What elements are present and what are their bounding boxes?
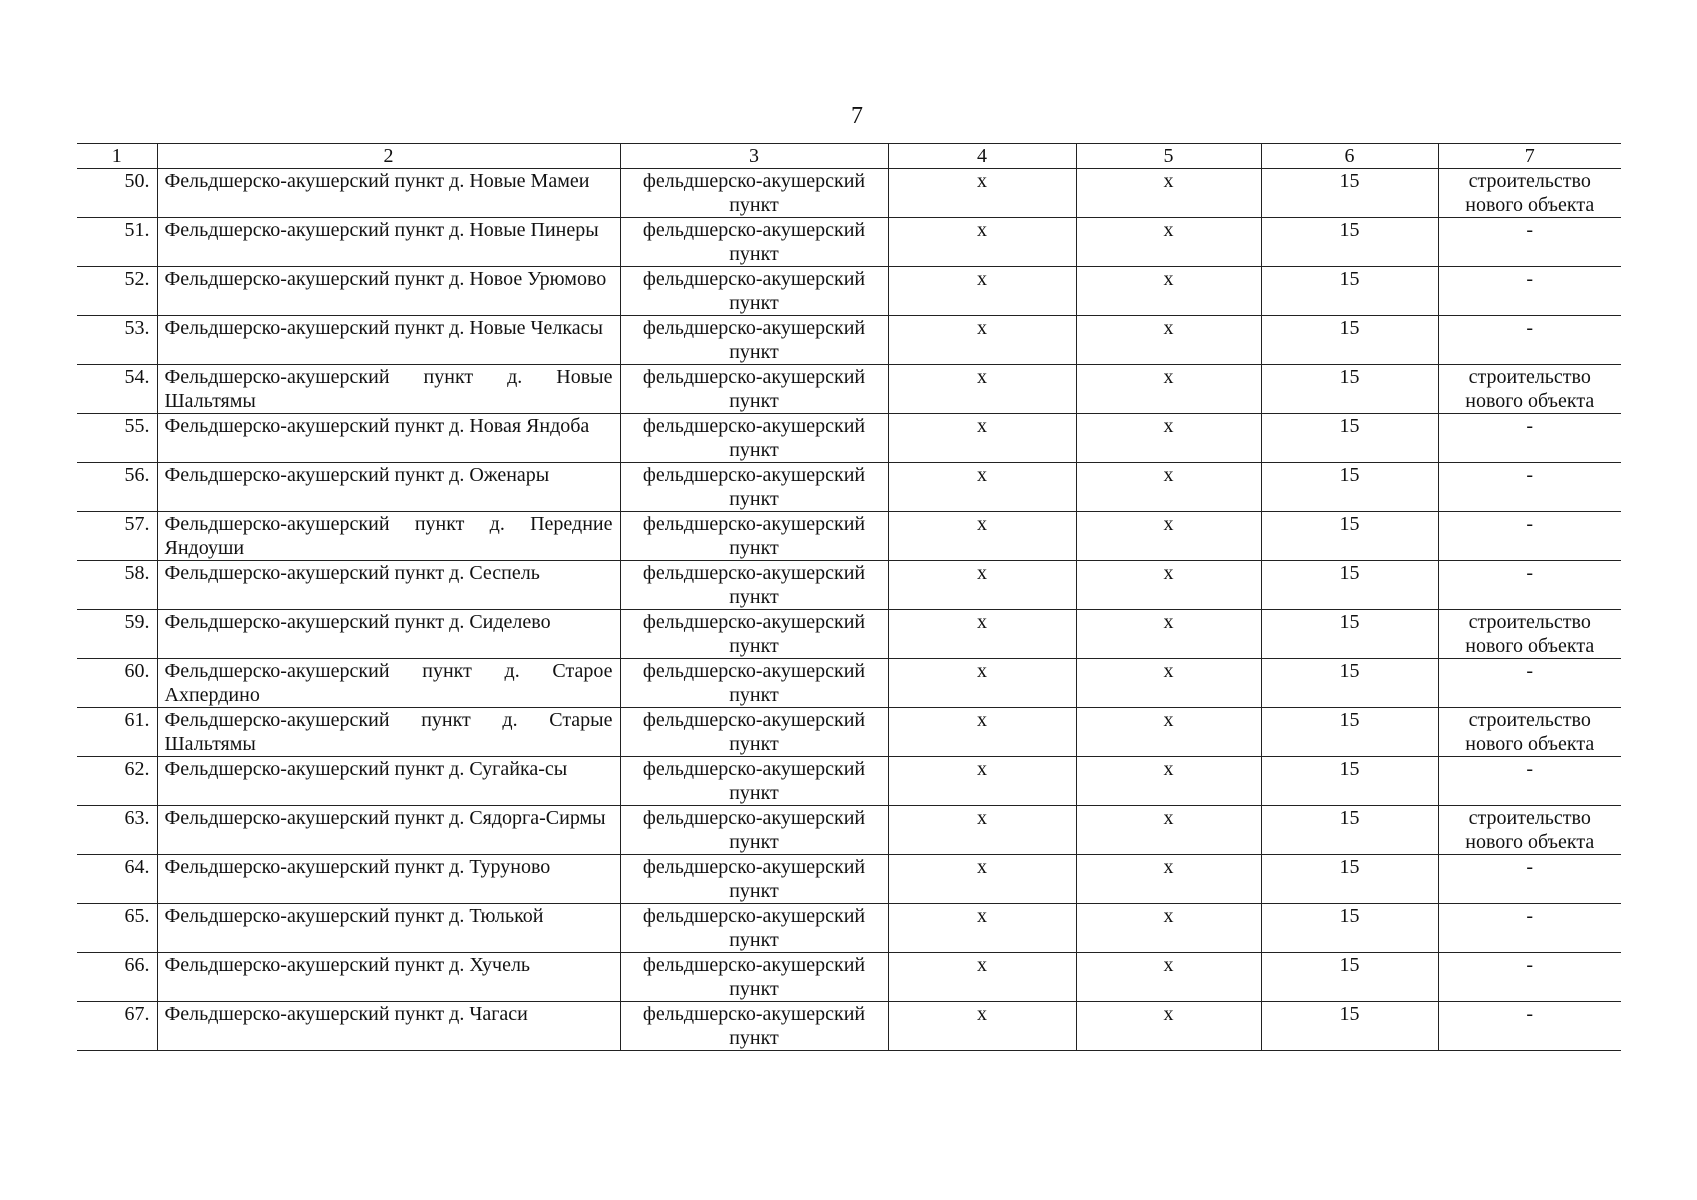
facility-name: Фельдшерско-акушерский пункт д. Сядорга-Сирмы [157,806,620,855]
facility-type: фельдшерско-акушерский пункт [620,953,888,1002]
table-row [77,169,1621,218]
table-row [77,953,1621,1002]
cell-col-6: 15 [1261,169,1438,218]
facility-type: фельдшерско-акушерский пункт [620,414,888,463]
cell-col-4: х [888,806,1076,855]
table-row [77,855,1621,904]
cell-col-5: х [1076,316,1261,365]
cell-col-5: х [1076,512,1261,561]
table-row [77,610,1621,659]
cell-col-4: х [888,561,1076,610]
facility-name: Фельдшерско-акушерский пункт д. Хучель [157,953,620,1002]
facility-name: Фельдшерско-акушерский пункт д. Новые Челкасы [157,316,620,365]
table-row [77,365,1621,414]
facility-type: фельдшерско-акушерский пункт [620,218,888,267]
header-cell-3: 3 [620,144,888,169]
facility-type: фельдшерско-акушерский пункт [620,316,888,365]
row-number: 55. [77,414,157,463]
table-row [77,512,1621,561]
table-row [77,1002,1621,1051]
cell-col-4: х [888,365,1076,414]
cell-col-6: 15 [1261,561,1438,610]
cell-col-6: 15 [1261,659,1438,708]
cell-col-7: - [1438,267,1621,316]
facility-name: Фельдшерско-акушерский пункт д. Новое Урюмово [157,267,620,316]
facility-type: фельдшерско-акушерский пункт [620,561,888,610]
cell-col-5: х [1076,414,1261,463]
cell-col-6: 15 [1261,316,1438,365]
facility-name: Фельдшерско-акушерский пункт д. Чагаси [157,1002,620,1051]
cell-col-6: 15 [1261,806,1438,855]
cell-col-4: х [888,855,1076,904]
cell-col-7: строительство нового объекта [1438,708,1621,757]
facility-type: фельдшерско-акушерский пункт [620,365,888,414]
facility-name: Фельдшерско-акушерский пункт д. Туруново [157,855,620,904]
cell-col-6: 15 [1261,218,1438,267]
cell-col-7: - [1438,316,1621,365]
table-row [77,218,1621,267]
header-cell-1: 1 [77,144,157,169]
facility-name: Фельдшерско-акушерский пункт д. Передние Яндоуши [157,512,620,561]
cell-col-4: х [888,953,1076,1002]
cell-col-7: - [1438,463,1621,512]
row-number: 53. [77,316,157,365]
facility-name: Фельдшерско-акушерский пункт д. Новые Мамеи [157,169,620,218]
facility-type: фельдшерско-акушерский пункт [620,463,888,512]
table-row [77,757,1621,806]
cell-col-5: х [1076,757,1261,806]
facility-name: Фельдшерско-акушерский пункт д. Новые Шальтямы [157,365,620,414]
row-number: 56. [77,463,157,512]
facility-type: фельдшерско-акушерский пункт [620,659,888,708]
table-row [77,659,1621,708]
cell-col-4: х [888,1002,1076,1051]
row-number: 50. [77,169,157,218]
cell-col-4: х [888,659,1076,708]
cell-col-6: 15 [1261,904,1438,953]
cell-col-5: х [1076,610,1261,659]
facility-name: Фельдшерско-акушерский пункт д. Старые Шальтямы [157,708,620,757]
cell-col-5: х [1076,855,1261,904]
cell-col-7: - [1438,1002,1621,1051]
row-number: 65. [77,904,157,953]
cell-col-7: строительство нового объекта [1438,365,1621,414]
row-number: 51. [77,218,157,267]
facility-type: фельдшерско-акушерский пункт [620,708,888,757]
row-number: 67. [77,1002,157,1051]
cell-col-7: строительство нового объекта [1438,610,1621,659]
cell-col-4: х [888,414,1076,463]
cell-col-6: 15 [1261,610,1438,659]
facilities-table [77,143,1621,1051]
cell-col-6: 15 [1261,708,1438,757]
facility-name: Фельдшерско-акушерский пункт д. Сиделево [157,610,620,659]
facility-name: Фельдшерско-акушерский пункт д. Новые Пинеры [157,218,620,267]
row-number: 64. [77,855,157,904]
facility-name: Фельдшерско-акушерский пункт д. Старое Ахпердино [157,659,620,708]
row-number: 60. [77,659,157,708]
cell-col-5: х [1076,806,1261,855]
facility-type: фельдшерско-акушерский пункт [620,610,888,659]
facility-name: Фельдшерско-акушерский пункт д. Оженары [157,463,620,512]
cell-col-5: х [1076,904,1261,953]
header-cell-2: 2 [157,144,620,169]
cell-col-7: - [1438,512,1621,561]
facility-type: фельдшерско-акушерский пункт [620,855,888,904]
facility-name: Фельдшерско-акушерский пункт д. Сугайка-сы [157,757,620,806]
facility-type: фельдшерско-акушерский пункт [620,904,888,953]
cell-col-7: - [1438,218,1621,267]
cell-col-5: х [1076,659,1261,708]
facility-type: фельдшерско-акушерский пункт [620,267,888,316]
cell-col-4: х [888,169,1076,218]
page-number: 7 [851,103,863,129]
facility-name: Фельдшерско-акушерский пункт д. Новая Яндоба [157,414,620,463]
cell-col-4: х [888,904,1076,953]
row-number: 54. [77,365,157,414]
table-row [77,414,1621,463]
cell-col-5: х [1076,169,1261,218]
cell-col-7: - [1438,561,1621,610]
cell-col-7: - [1438,757,1621,806]
cell-col-7: - [1438,904,1621,953]
cell-col-5: х [1076,708,1261,757]
table-row [77,316,1621,365]
facility-type: фельдшерско-акушерский пункт [620,1002,888,1051]
cell-col-4: х [888,708,1076,757]
row-number: 58. [77,561,157,610]
cell-col-6: 15 [1261,512,1438,561]
facility-type: фельдшерско-акушерский пункт [620,757,888,806]
row-number: 63. [77,806,157,855]
cell-col-5: х [1076,1002,1261,1051]
cell-col-4: х [888,512,1076,561]
cell-col-4: х [888,267,1076,316]
cell-col-6: 15 [1261,1002,1438,1051]
header-cell-5: 5 [1076,144,1261,169]
cell-col-6: 15 [1261,365,1438,414]
row-number: 62. [77,757,157,806]
row-number: 61. [77,708,157,757]
table-row [77,904,1621,953]
cell-col-5: х [1076,953,1261,1002]
facility-name: Фельдшерско-акушерский пункт д. Тюлькой [157,904,620,953]
cell-col-5: х [1076,267,1261,316]
cell-col-6: 15 [1261,953,1438,1002]
cell-col-7: - [1438,659,1621,708]
row-number: 52. [77,267,157,316]
cell-col-7: строительство нового объекта [1438,806,1621,855]
cell-col-7: - [1438,414,1621,463]
row-number: 66. [77,953,157,1002]
cell-col-6: 15 [1261,463,1438,512]
cell-col-7: - [1438,855,1621,904]
cell-col-4: х [888,218,1076,267]
table-row [77,267,1621,316]
table-header-row [77,144,1621,169]
cell-col-5: х [1076,365,1261,414]
table-row [77,708,1621,757]
row-number: 59. [77,610,157,659]
facility-name: Фельдшерско-акушерский пункт д. Сеспель [157,561,620,610]
cell-col-6: 15 [1261,267,1438,316]
facility-type: фельдшерско-акушерский пункт [620,169,888,218]
table-row [77,806,1621,855]
table-row [77,463,1621,512]
cell-col-5: х [1076,463,1261,512]
table-body [77,144,1621,1051]
cell-col-4: х [888,316,1076,365]
cell-col-6: 15 [1261,414,1438,463]
cell-col-4: х [888,610,1076,659]
header-cell-6: 6 [1261,144,1438,169]
header-cell-4: 4 [888,144,1076,169]
cell-col-7: строительство нового объекта [1438,169,1621,218]
cell-col-7: - [1438,953,1621,1002]
cell-col-5: х [1076,218,1261,267]
header-cell-7: 7 [1438,144,1621,169]
table-row [77,561,1621,610]
facility-type: фельдшерско-акушерский пункт [620,512,888,561]
cell-col-6: 15 [1261,757,1438,806]
facility-type: фельдшерско-акушерский пункт [620,806,888,855]
cell-col-6: 15 [1261,855,1438,904]
cell-col-4: х [888,757,1076,806]
cell-col-4: х [888,463,1076,512]
cell-col-5: х [1076,561,1261,610]
row-number: 57. [77,512,157,561]
